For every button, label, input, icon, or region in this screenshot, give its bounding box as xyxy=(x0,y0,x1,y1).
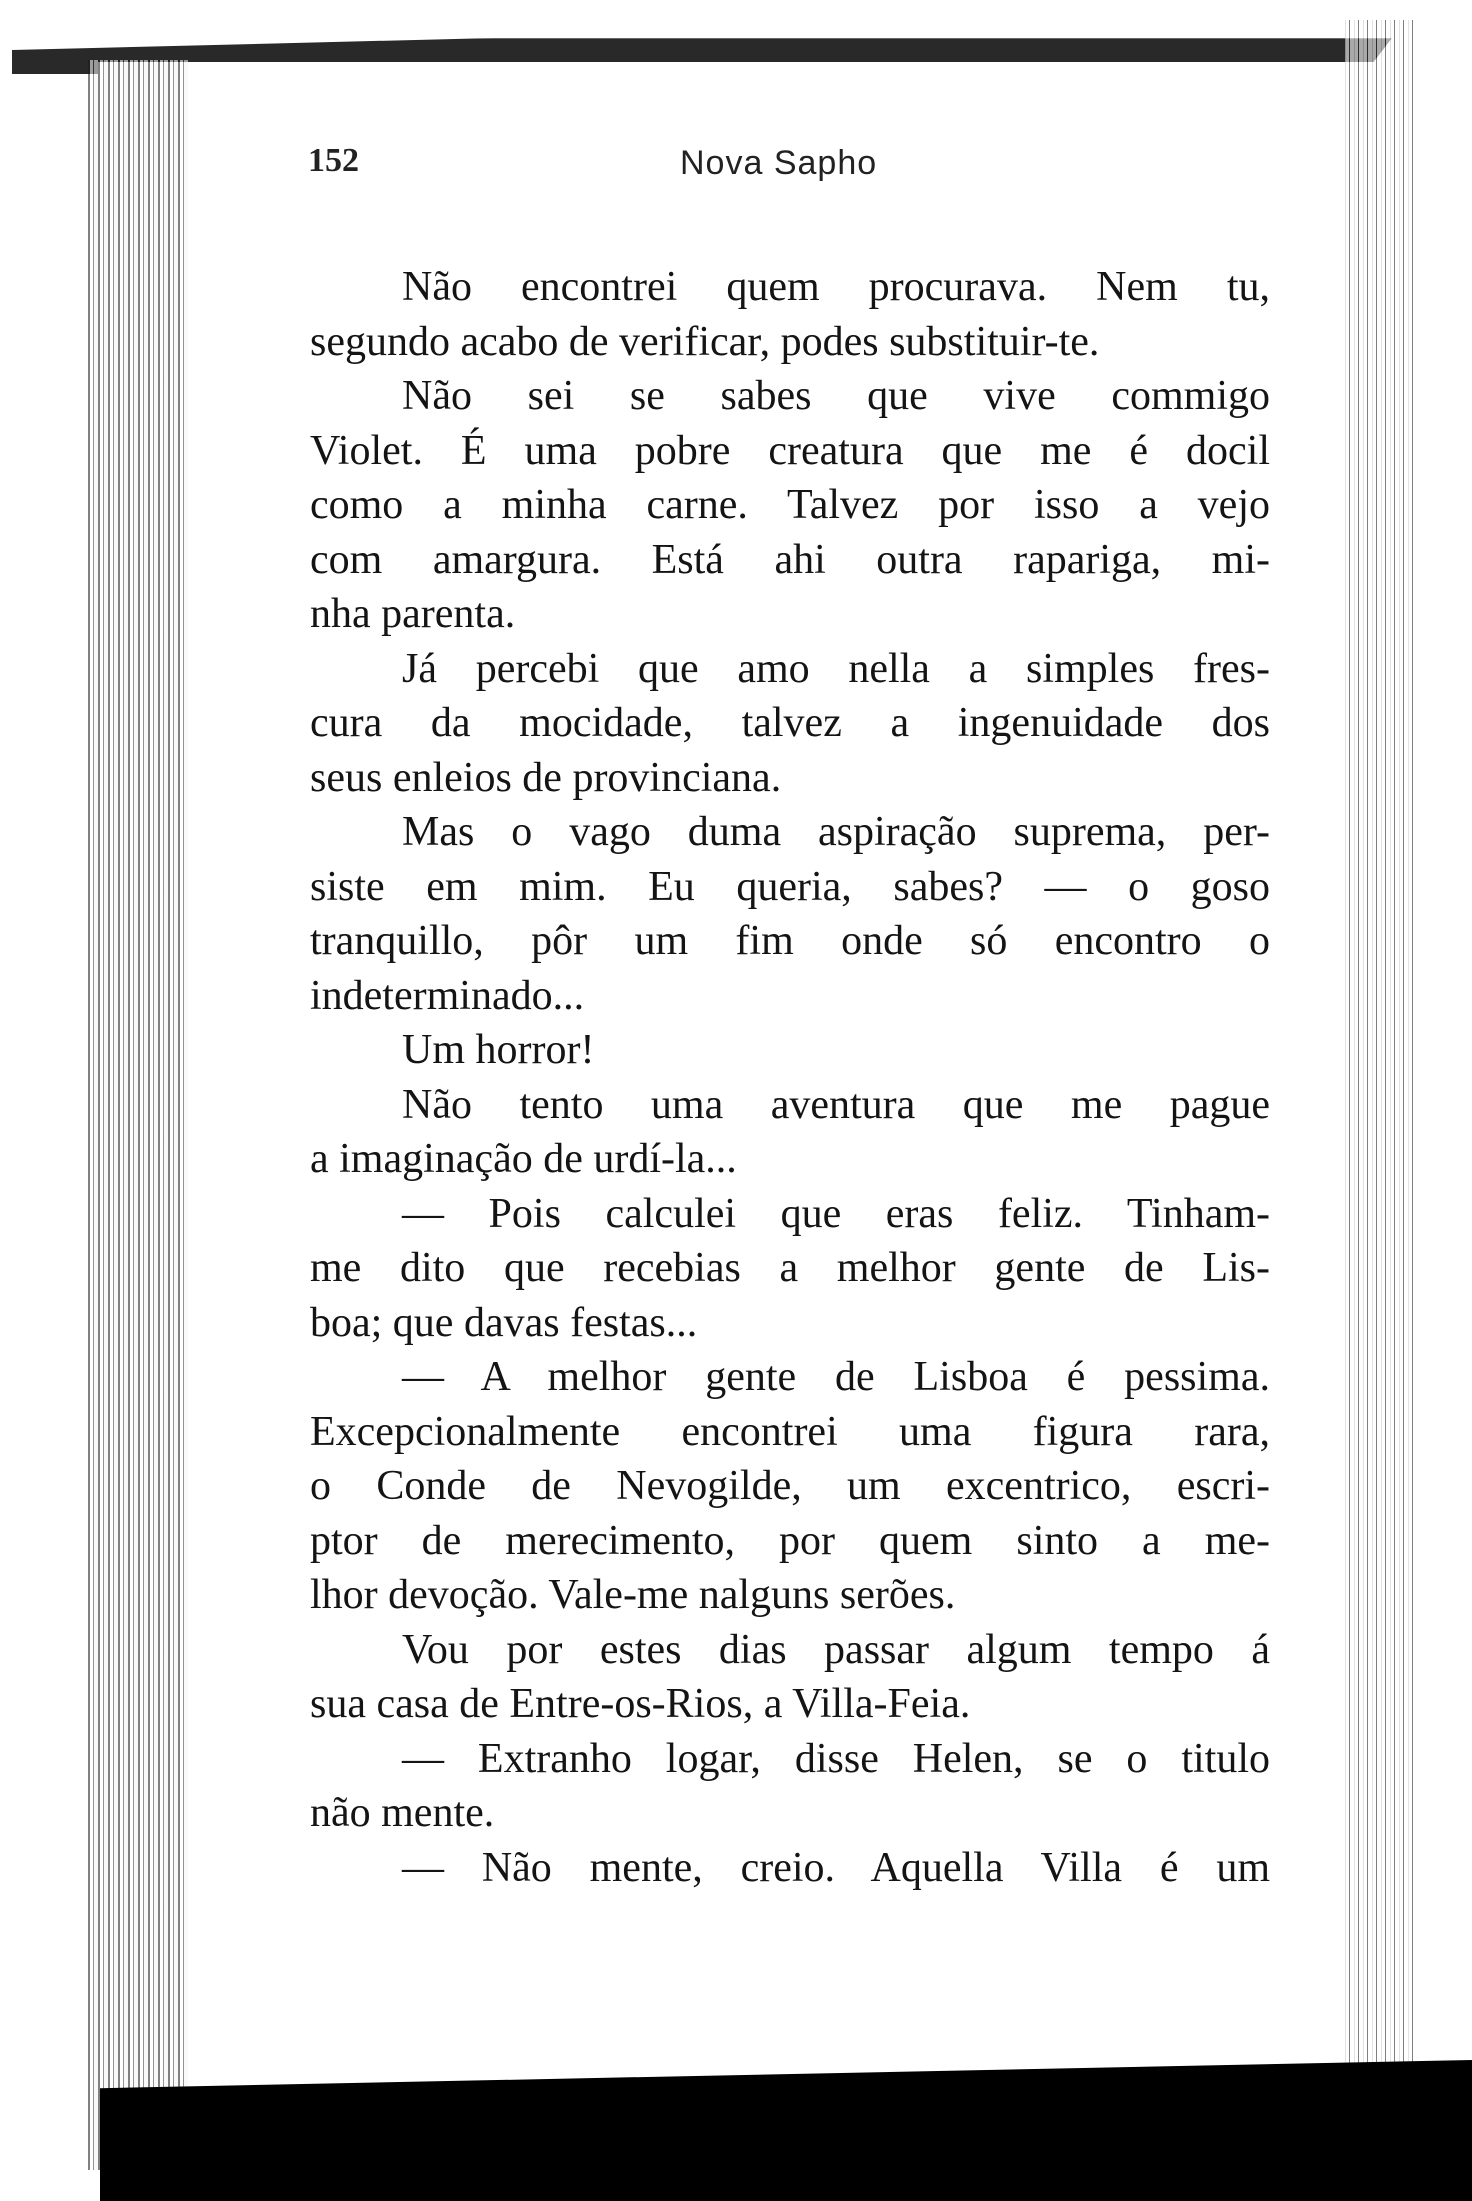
text-line: Já percebi que amo nella a simples fres- xyxy=(402,645,1270,692)
text-line: Excepcionalmente encontrei uma figura rara, xyxy=(310,1408,1270,1455)
page-header xyxy=(290,142,1280,192)
text-line: Violet. É uma pobre creatura que me é docil xyxy=(310,427,1270,474)
text-line: Vou por estes dias passar algum tempo á xyxy=(402,1626,1270,1673)
text-line: — Pois calculei que eras feliz. Tinham- xyxy=(402,1190,1270,1237)
text-line: como a minha carne. Talvez por isso a vejo xyxy=(310,482,1270,528)
text-line: — Não mente, creio. Aquella Villa é um xyxy=(402,1844,1270,1891)
text-line: Não encontrei quem procurava. Nem tu, xyxy=(402,264,1270,310)
text-line: sua casa de Entre-os-Rios, a Villa-Feia. xyxy=(310,1681,971,1727)
text-line: nha parenta. xyxy=(310,591,516,637)
text-line: a imaginação de urdí-la... xyxy=(310,1136,737,1182)
page-number: 152 xyxy=(308,142,359,179)
text-line: boa; que davas festas... xyxy=(310,1299,698,1346)
text-line: seus enleios de provinciana. xyxy=(310,754,782,801)
text-line: Não sei se sabes que vive commigo xyxy=(402,373,1270,419)
text-line: ptor de merecimento, por quem sinto a me- xyxy=(310,1517,1270,1564)
text-line: cura da mocidade, talvez a ingenuidade dos xyxy=(310,700,1270,746)
running-title: Nova Sapho xyxy=(680,144,878,182)
scan-right-edge xyxy=(1345,20,1415,2080)
text-line: tranquillo, pôr um fim onde só encontro o xyxy=(310,918,1270,964)
text-line: — A melhor gente de Lisboa é pessima. xyxy=(402,1354,1270,1400)
text-line: lhor devoção. Vale-me nalguns serões. xyxy=(310,1572,956,1618)
text-line: não mente. xyxy=(310,1790,495,1836)
text-line: Não tento uma aventura que me pague xyxy=(402,1081,1270,1128)
text-line: Um horror! xyxy=(402,1027,595,1073)
scan-spine-shadow xyxy=(88,60,188,2170)
text-line: com amargura. Está ahi outra rapariga, mi- xyxy=(310,536,1270,583)
text-line: siste em mim. Eu queria, sabes? — o goso xyxy=(310,863,1270,910)
text-line: indeterminado... xyxy=(310,972,585,1019)
text-line: segundo acabo de verificar, podes substituir-te. xyxy=(310,318,1100,365)
text-line: me dito que recebias a melhor gente de Lis- xyxy=(310,1245,1270,1291)
text-line: o Conde de Nevogilde, um excentrico, escri- xyxy=(310,1463,1270,1509)
text-line: — Extranho logar, disse Helen, se o titulo xyxy=(402,1735,1270,1782)
page-body-text xyxy=(310,260,1270,1895)
text-line: Mas o vago duma aspiração suprema, per- xyxy=(402,809,1270,855)
